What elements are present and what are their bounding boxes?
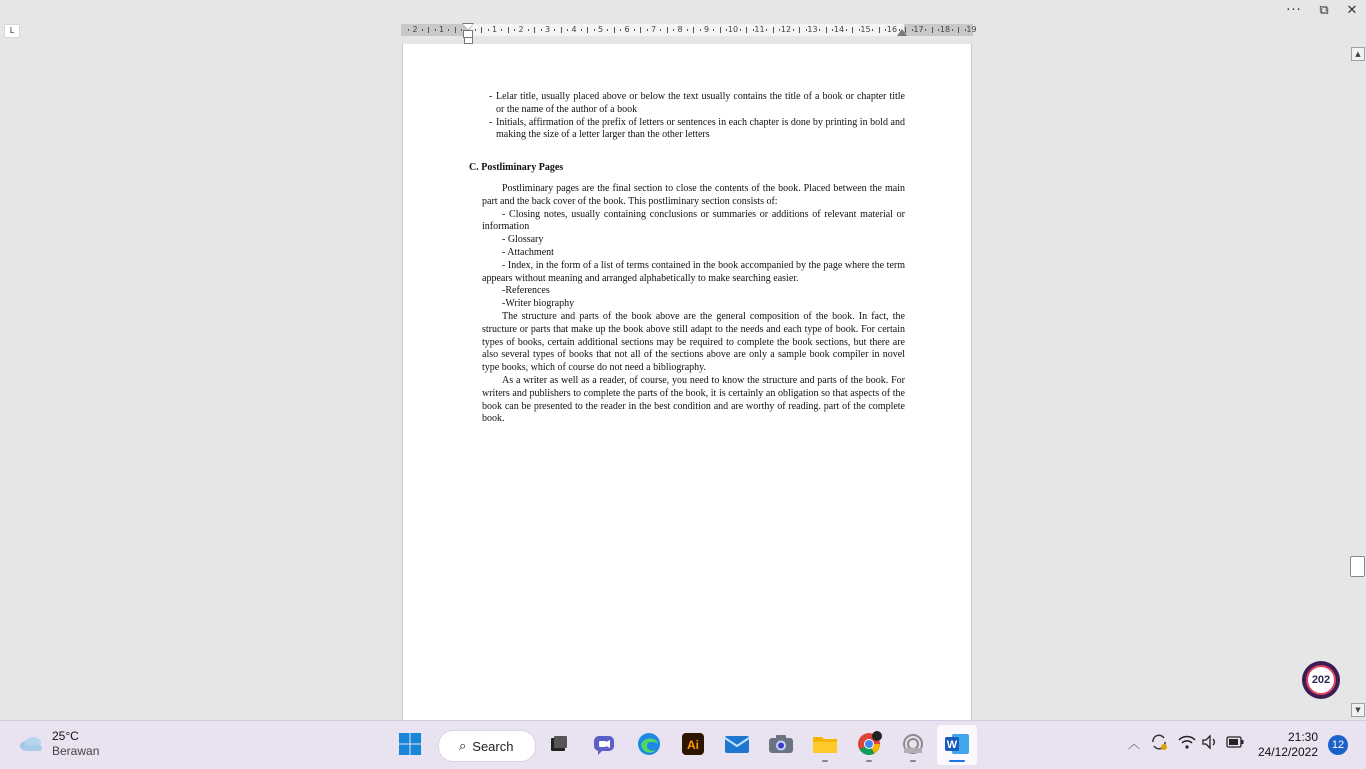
ruler-tick (879, 27, 880, 33)
sync-icon (1150, 733, 1168, 751)
paragraph: The structure and parts of the book above are the general composition of the book. In fact, the structure or parts that make up the book above still adapt to the needs and each type of book. For certain types of books, certain additional sections may be required to complete the book sections, but there are also several types of books that not all of the sections above are only a sample book compiler in novel type books, which of course do not need a bibliography. (482, 310, 905, 374)
weather-widget[interactable] (18, 729, 99, 759)
ruler-tick-label: 6 (624, 25, 630, 34)
ruler-tick-label: 2 (518, 25, 524, 34)
camera-icon (768, 733, 794, 755)
ruler-tick (673, 29, 674, 31)
ruler-tick-label: 13 (807, 25, 818, 34)
ruler-tick (872, 29, 873, 31)
ruler-tick (819, 29, 820, 31)
task-view-icon (548, 733, 570, 755)
active-indicator (949, 760, 965, 762)
ruler-tick-label: 3 (544, 25, 551, 34)
cloud-icon (18, 736, 44, 752)
list-item: -Writer biography (502, 298, 575, 310)
ruler-tick (806, 29, 807, 31)
wifi-button[interactable] (1178, 734, 1196, 753)
ruler-tick (779, 29, 780, 31)
bullet-item: - Initials, affirmation of the prefix of letters or sentences in each chapter is done by printing in bold and making the size of a letter larger than the other letters (489, 116, 905, 141)
taskbar-search[interactable] (438, 730, 536, 762)
scroll-up-button[interactable] (1351, 47, 1365, 61)
search-icon: ⌕ (459, 738, 467, 754)
ruler-tick-label: 4 (571, 25, 577, 34)
scrollbar-thumb[interactable] (1350, 556, 1365, 577)
ruler-tick (607, 29, 608, 31)
word-icon (944, 732, 970, 756)
speaker-icon (1201, 734, 1219, 750)
ruler-tick (720, 27, 721, 33)
ruler-tick (859, 29, 860, 31)
window-controls (1280, 0, 1366, 20)
ruler-tick (475, 29, 476, 31)
ruler-tick (687, 29, 688, 31)
folder-icon (812, 733, 838, 755)
list-item: - Index, in the form of a list of terms contained in the book accompanied by the page where the term appears without meaning and arranged alphabetically to make searching easier. (482, 259, 905, 284)
battery-icon (1226, 735, 1244, 749)
network-app-button[interactable] (900, 731, 926, 757)
ruler-tick (852, 27, 853, 33)
chrome-icon (856, 731, 882, 757)
badge-value: 202 (1306, 665, 1336, 695)
tab-selector-button[interactable]: L (4, 24, 20, 38)
weather-temperature: 25°C (52, 729, 79, 743)
mail-icon (724, 733, 750, 755)
volume-button[interactable] (1201, 734, 1219, 753)
ruler-tick (952, 29, 953, 31)
ruler-tick-label: 18 (939, 25, 951, 34)
mail-button[interactable] (724, 731, 750, 757)
running-indicator (866, 760, 872, 762)
ruler-tick-label: 12 (780, 25, 792, 34)
battery-button[interactable] (1226, 735, 1244, 752)
remote-icon (901, 732, 925, 756)
ruler-tick (958, 27, 959, 33)
ruler-tick (846, 29, 847, 31)
ruler-tick (448, 29, 449, 31)
windows-icon (398, 732, 422, 756)
ruler-tick-label: 1 (438, 25, 445, 34)
ruler-tick (422, 29, 423, 31)
clock-time: 21:30 (1287, 730, 1318, 744)
ruler-tick (746, 27, 747, 33)
more-icon: ··· (1286, 2, 1302, 18)
ruler-tick-label: 15 (860, 25, 871, 34)
camera-button[interactable] (768, 731, 794, 757)
ruler-tick-label: 11 (754, 25, 765, 34)
ruler-tick (488, 29, 489, 31)
ruler-tick-label: 8 (677, 25, 683, 34)
ruler-tick (912, 29, 913, 31)
list-item: -References (502, 285, 550, 297)
chat-icon (592, 733, 616, 755)
ruler-tick (793, 29, 794, 31)
list-item: - Attachment (502, 246, 554, 258)
close-button[interactable] (1338, 0, 1366, 20)
running-indicator (910, 760, 916, 762)
illustrator-icon (681, 732, 705, 756)
weather-condition: Berawan (52, 744, 100, 758)
clock-date: 24/12/2022 (1257, 745, 1318, 759)
ruler-tick (826, 27, 827, 33)
chevron-down-icon: ▼ (1355, 706, 1361, 714)
document-body[interactable] (469, 91, 905, 426)
svg-text:W: W (946, 739, 958, 751)
chevron-up-icon: ▲ (1355, 50, 1361, 58)
ruler-tick (640, 27, 641, 33)
ruler-tick (773, 27, 774, 33)
ruler-tick-label: 9 (703, 25, 710, 34)
ruler-tick (799, 27, 800, 33)
ruler-tick (620, 29, 621, 31)
ruler-tick (647, 29, 648, 31)
chrome-button[interactable] (856, 731, 882, 757)
task-view-button[interactable] (546, 731, 572, 757)
horizontal-ruler[interactable] (401, 24, 977, 36)
edge-icon (637, 732, 661, 756)
wifi-icon (1178, 734, 1196, 750)
ruler-tick (932, 27, 933, 33)
ruler-tick (832, 29, 833, 31)
ruler-tick-label: 5 (597, 25, 604, 34)
word-button[interactable] (944, 731, 970, 757)
ruler-tick (587, 27, 588, 33)
start-button[interactable] (397, 731, 423, 757)
clock[interactable] (1250, 730, 1318, 760)
close-icon: ✕ (1346, 2, 1358, 18)
left-indent-marker[interactable] (464, 37, 473, 44)
ruler-tick (667, 27, 668, 33)
more-options-button[interactable] (1280, 0, 1308, 20)
ruler-tick (528, 29, 529, 31)
list-item: - Glossary (502, 234, 544, 246)
ruler-tick (614, 27, 615, 33)
ruler-tick (554, 29, 555, 31)
ruler-tick-label: 14 (833, 25, 845, 34)
running-indicator (822, 760, 828, 762)
scroll-down-button[interactable] (1351, 703, 1365, 717)
bullet-item: - Lelar title, usually placed above or below the text usually contains the title of a book or chapter title or the name of the author of a book (489, 91, 905, 115)
ruler-tick (660, 29, 661, 31)
ruler-tick (567, 29, 568, 31)
vertical-scrollbar[interactable] (1349, 44, 1366, 720)
list-item: - Closing notes, usually containing conclusions or summaries or additions of relevant material or information (482, 208, 905, 233)
ruler-tick (481, 27, 482, 33)
ruler-tick (740, 29, 741, 31)
show-hidden-icons-button[interactable] (1128, 735, 1140, 752)
notification-count-badge[interactable]: 12 (1328, 735, 1348, 755)
floating-counter-badge[interactable] (1302, 661, 1340, 699)
search-label: Search (472, 738, 514, 754)
ruler-tick (534, 27, 535, 33)
restore-button[interactable] (1310, 0, 1338, 20)
ruler-tick (634, 29, 635, 31)
svg-text:Ai: Ai (687, 738, 699, 752)
ruler-tick (766, 29, 767, 31)
section-heading: C. Postliminary Pages (469, 162, 564, 174)
ruler-tick (753, 29, 754, 31)
ruler-tick-label: 2 (412, 25, 418, 34)
ruler-tick (925, 29, 926, 31)
ruler-tick (514, 29, 515, 31)
ruler-tick (693, 27, 694, 33)
chevron-up-icon: ︿ (1128, 737, 1141, 751)
paragraph: Postliminary pages are the final section to close the contents of the book. Placed between the main part and the back cover of the book. This postliminary section consists of: (482, 182, 905, 207)
ruler-tick (561, 27, 562, 33)
ruler-tick (541, 29, 542, 31)
ruler-tick (428, 27, 429, 33)
ruler-tick (408, 29, 409, 31)
ruler-tick (700, 29, 701, 31)
restore-icon: ⧉ (1319, 2, 1329, 18)
paragraph: As a writer as well as a reader, of course, you need to know the structure and parts of the book. For writers and publishers to complete the parts of the book, it is certainly an obligation so that aspects of the book can be presented to the reader in the best condition and are worthy of reading. part of the complete book. (482, 374, 905, 425)
ruler-tick (508, 27, 509, 33)
illustrator-button[interactable] (680, 731, 706, 757)
ruler-tick (885, 29, 886, 31)
ruler-tick-label: 7 (650, 25, 657, 34)
chat-button[interactable] (591, 731, 617, 757)
sync-button[interactable] (1150, 733, 1168, 754)
ruler-tick (455, 27, 456, 33)
ruler-tick (594, 29, 595, 31)
ruler-tick-label: 17 (913, 25, 924, 34)
ruler-tick (581, 29, 582, 31)
ruler-tick (938, 29, 939, 31)
ruler-tick (501, 29, 502, 31)
ruler-tick (435, 29, 436, 31)
ruler-tick-label: 10 (727, 25, 739, 34)
ruler-tick-label: 19 (966, 25, 977, 34)
ruler-tick (713, 29, 714, 31)
file-explorer-button[interactable] (812, 731, 838, 757)
ruler-tick (965, 29, 966, 31)
taskbar (0, 720, 1366, 769)
ruler-tick-label: 16 (886, 25, 898, 34)
edge-button[interactable] (636, 731, 662, 757)
ruler-tick-label: 1 (491, 25, 498, 34)
right-indent-marker[interactable] (897, 29, 907, 36)
ruler-tick (726, 29, 727, 31)
